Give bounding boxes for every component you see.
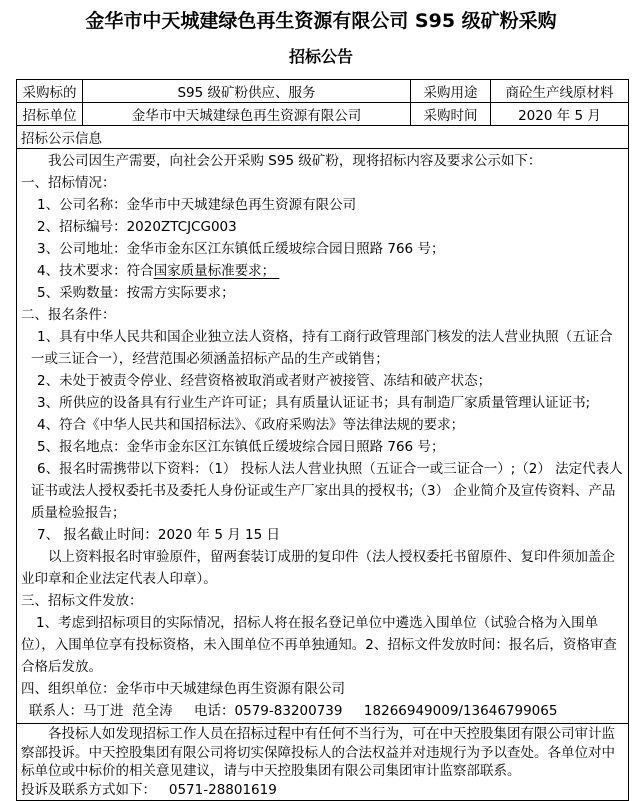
- page-subtitle: 招标公告: [288, 47, 353, 66]
- section2-item-status: 2、未处于被责令停业、经营资格被取消或者财产被接管、冻结和破产状态；: [37, 373, 492, 389]
- contacts-line: 联系人：马丁进 范全涛 电话：0579-83200739 18266949009/13646799065: [29, 703, 558, 719]
- section1-item-company-address: 3、公司地址：金华市金东区江东镇低丘缓坡综合园日照路 766 号；: [37, 241, 445, 257]
- section2-item-deadline: 7、 报名截止时间：2020 年 5 月 15 日: [37, 527, 280, 543]
- section1-heading: 一、招标情况：: [21, 175, 116, 191]
- technical-requirements-prefix: 4、技术要求：符合: [37, 263, 154, 279]
- section3-heading: 三、招标文件发放：: [21, 593, 143, 609]
- section2-item-certificates: 3、所供应的设备具有行业生产许可证；具有质量认证证书；具有制造厂家质量管理认证证书;: [37, 395, 591, 411]
- section2-item-legal-person: 1、具有中华人民共和国企业独立法人资格，持有工商行政管理部门核发的法人营业执照（五证合一或三证合一），经营范围必须涵盖招标产品的生产或销售；: [31, 329, 613, 367]
- section2-item-registration-place: 5、报名地点：金华市金东区江东镇低丘缓坡综合园日照路 766 号；: [37, 439, 445, 455]
- section1-item-company-name: 1、公司名称：金华市中天城建绿色再生资源有限公司: [37, 197, 357, 213]
- table-row: [17, 80, 629, 103]
- complaint-cell: [17, 724, 629, 801]
- announcement-table: [16, 79, 629, 801]
- technical-requirements-underlined: 国家质量标准要求；: [153, 263, 280, 279]
- section2-note: 以上资料报名时审验原件，留两套装订成册的复印件（法人授权委托书留原件、复印件须加盖企业印章和企业法定代表人印章）。: [21, 549, 615, 587]
- section-header-cell: 招标公示信息: [17, 126, 629, 149]
- section1-item-tender-number: 2、招标编号：2020ZTCJCG003: [37, 219, 237, 235]
- section1-item-technical-requirements: [21, 260, 624, 282]
- tender-unit-value: 金华市中天城建绿色再生资源有限公司: [83, 103, 411, 126]
- complaint-contact-line: 投诉及联系方式如下： 0571-28801619: [21, 781, 277, 798]
- complaint-paragraph: 各投标人如发现招标工作人员在招标过程中有任何不当行为，可在中天控股集团有限公司审计监察部投诉。中天控股集团有限公司将切实保障投标人的合法权益并对违规行为予以查处。各单位对中标单位或中标价的相关意见建议，请与中天控股集团有限公司集团审计监察部联系。: [21, 726, 615, 779]
- procurement-use-value: 商砼生产线原材料: [491, 80, 629, 103]
- announcement-body-cell: [17, 149, 629, 724]
- tender-unit-label: 招标单位: [17, 103, 83, 126]
- section4-heading: 四、组织单位：金华市中天城建绿色再生资源有限公司: [21, 681, 345, 697]
- intro-paragraph: 我公司因生产需要，向社会公开采购 S95 级矿粉，现将招标内容及要求公示如下：: [48, 153, 542, 169]
- procurement-time-value: 2020 年 5 月: [491, 103, 629, 126]
- procurement-subject-label: 采购标的: [17, 80, 83, 103]
- section2-item-materials: 6、报名时需携带以下资料：（1） 投标人法人营业执照（五证合一或三证合一）;（2） 法定代表人证书或法人授权委托书及委托人身份证或生产厂家出具的授权书;（3） 企业简介及宣传资料、产品质量检验报告；: [31, 461, 623, 521]
- section3-item-shortlist: 1、考虑到招标项目的实际情况，招标人将在报名登记单位中遴选入围单位（试验合格为入围单位），入围单位享有投标资格，未入围单位不再单独通知。2、招标文件发放时间：报名后，资格审查合格后发放。: [21, 615, 617, 675]
- table-row: [17, 149, 629, 724]
- page-title: 金华市中天城建绿色再生资源有限公司 S95 级矿粉采购: [85, 10, 557, 32]
- section2-item-laws: 4、符合《中华人民共和国招标法》、《政府采购法》等法律法规的要求；: [37, 417, 465, 433]
- section1-item-quantity: 5、采购数量：按需方实际要求；: [37, 285, 235, 301]
- procurement-time-label: 采购时间: [411, 103, 491, 126]
- procurement-use-label: 采购用途: [411, 80, 491, 103]
- document-page: [0, 8, 642, 798]
- table-row: [17, 103, 629, 126]
- procurement-subject-value: S95 级矿粉供应、服务: [83, 80, 411, 103]
- table-row: [17, 126, 629, 149]
- table-row: [17, 724, 629, 801]
- section2-heading: 二、报名条件：: [21, 307, 116, 323]
